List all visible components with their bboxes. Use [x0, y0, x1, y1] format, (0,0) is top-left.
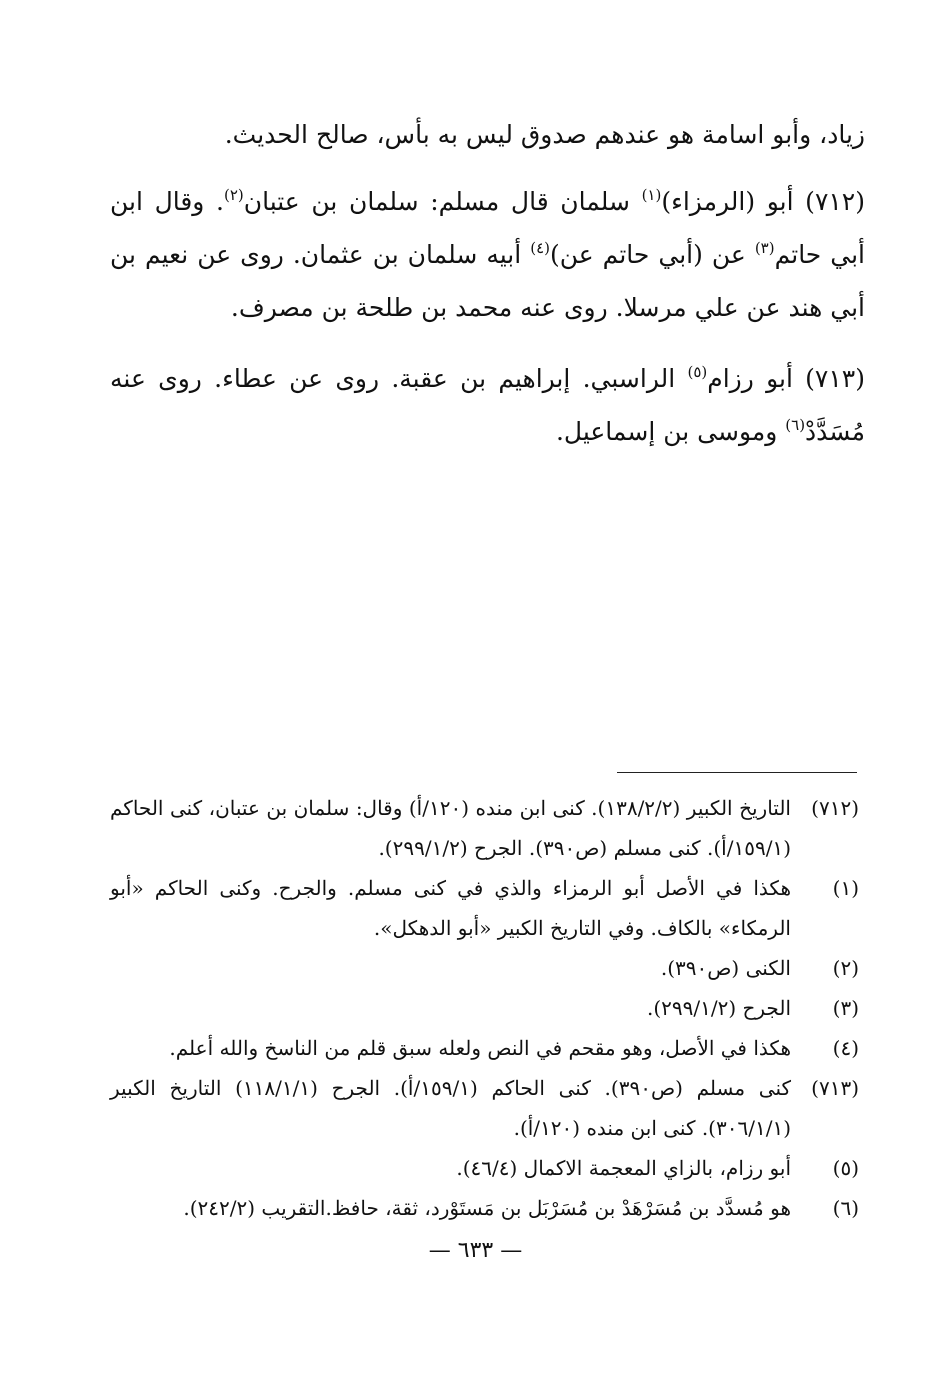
- footnote-number: (٧١٢): [811, 796, 859, 820]
- footnote-ref-3: (٣): [754, 239, 775, 257]
- main-text: [110, 108, 865, 458]
- footnote-number: (٢): [832, 956, 859, 980]
- footnote-number: (٤): [832, 1036, 859, 1060]
- footnote-text: هكذا في الأصل، وهو مقحم في النص ولعله سبق قلم من الناسخ والله أعلم.: [169, 1036, 791, 1060]
- entry-713-text: (٧١٣) أبو رزام: [707, 364, 865, 393]
- footnote-text: هو مُسدَّد بن مُسَرْهَدْ بن مُسَرْبَل بن مَستَوْرد، ثقة، حافظ.التقريب (٢٤٢/٢).: [183, 1196, 791, 1220]
- entry-712-text: . وقال ابن أبي حاتم: [110, 187, 866, 269]
- footnote-item: [110, 868, 865, 948]
- footnote-ref-2: (٢): [223, 186, 244, 204]
- footnote-text: الكنى (ص٣٩٠).: [660, 956, 791, 980]
- footnote-item: [110, 948, 865, 988]
- footnote-text: التاريخ الكبير (١٣٨/٢/٢). كنى ابن منده (١٢٠/أ) وقال: سلمان بن عتبان، كنى الحاكم (١٥٩/١/أ). كنى مسلم (ص٣٩٠). الجرح (٢٩٩/١/٢).: [110, 796, 791, 860]
- footnote-ref-6: (٦): [785, 416, 806, 434]
- entry-712-text: (٧١٢) أبو (الرمزاء): [661, 187, 865, 216]
- footnote-divider: [617, 772, 857, 773]
- footnote-number: (٧١٣): [811, 1076, 859, 1100]
- entry-713-text: وموسى بن إسماعيل.: [555, 417, 786, 446]
- footnote-item: [110, 988, 865, 1028]
- footnote-ref-1: (١): [641, 186, 662, 204]
- footnote-text: كنى مسلم (ص٣٩٠). كنى الحاكم (١٥٩/١/أ). الجرح (١١٨/١/١) التاريخ الكبير (٣٠٦/١/١). كنى ابن منده (١٢٠/أ).: [110, 1076, 792, 1140]
- footnote-text: أبو رزام، بالزاي المعجمة الاكمال (٤٦/٤).: [456, 1156, 791, 1180]
- page-number: — ٦٣٣ —: [428, 1238, 523, 1263]
- footnote-item: [110, 1028, 865, 1068]
- entry-713: [110, 352, 865, 458]
- paragraph-continuation: زياد، وأبو اسامة هو عندهم صدوق ليس به بأس، صالح الحديث.: [224, 120, 865, 149]
- page-body: [110, 108, 866, 1220]
- entry-713-text: الراسبي. إبراهيم بن عقبة. روى عن عطاء. روى عنه مُسَدَّدْ: [110, 364, 865, 446]
- footnote-ref-5: (٥): [687, 363, 708, 381]
- footnote-item: [110, 1188, 865, 1228]
- footnote-ref-4: (٤): [530, 239, 550, 257]
- footnote-number: (١): [832, 876, 859, 900]
- footnote-number: (٦): [832, 1196, 859, 1220]
- entry-712-text: عن (أبي حاتم عن): [549, 240, 755, 269]
- footnote-item: [110, 1148, 865, 1188]
- footnote-text: هكذا في الأصل أبو الرمزاء والذي في كنى مسلم. والجرح. وكنى الحاكم «أبو الرمكاء» بالكاف. وفي التاريخ الكبير «أبو الدهكل».: [110, 876, 791, 940]
- entry-712-text: أبيه سلمان بن عثمان. روى عن نعيم بن أبي هند عن علي مرسلا. روى عنه محمد بن طلحة بن مصرف.: [110, 240, 865, 322]
- footnote-text: الجرح (٢٩٩/١/٢).: [646, 996, 791, 1020]
- footnote-number: (٥): [832, 1156, 859, 1180]
- entry-712: [110, 175, 865, 334]
- entry-712-text: سلمان قال مسلم: سلمان بن عتبان: [243, 187, 642, 216]
- footnote-item: [110, 788, 865, 868]
- footnotes: [110, 788, 865, 1228]
- footnote-item: [110, 1068, 865, 1148]
- footnote-number: (٣): [832, 996, 859, 1020]
